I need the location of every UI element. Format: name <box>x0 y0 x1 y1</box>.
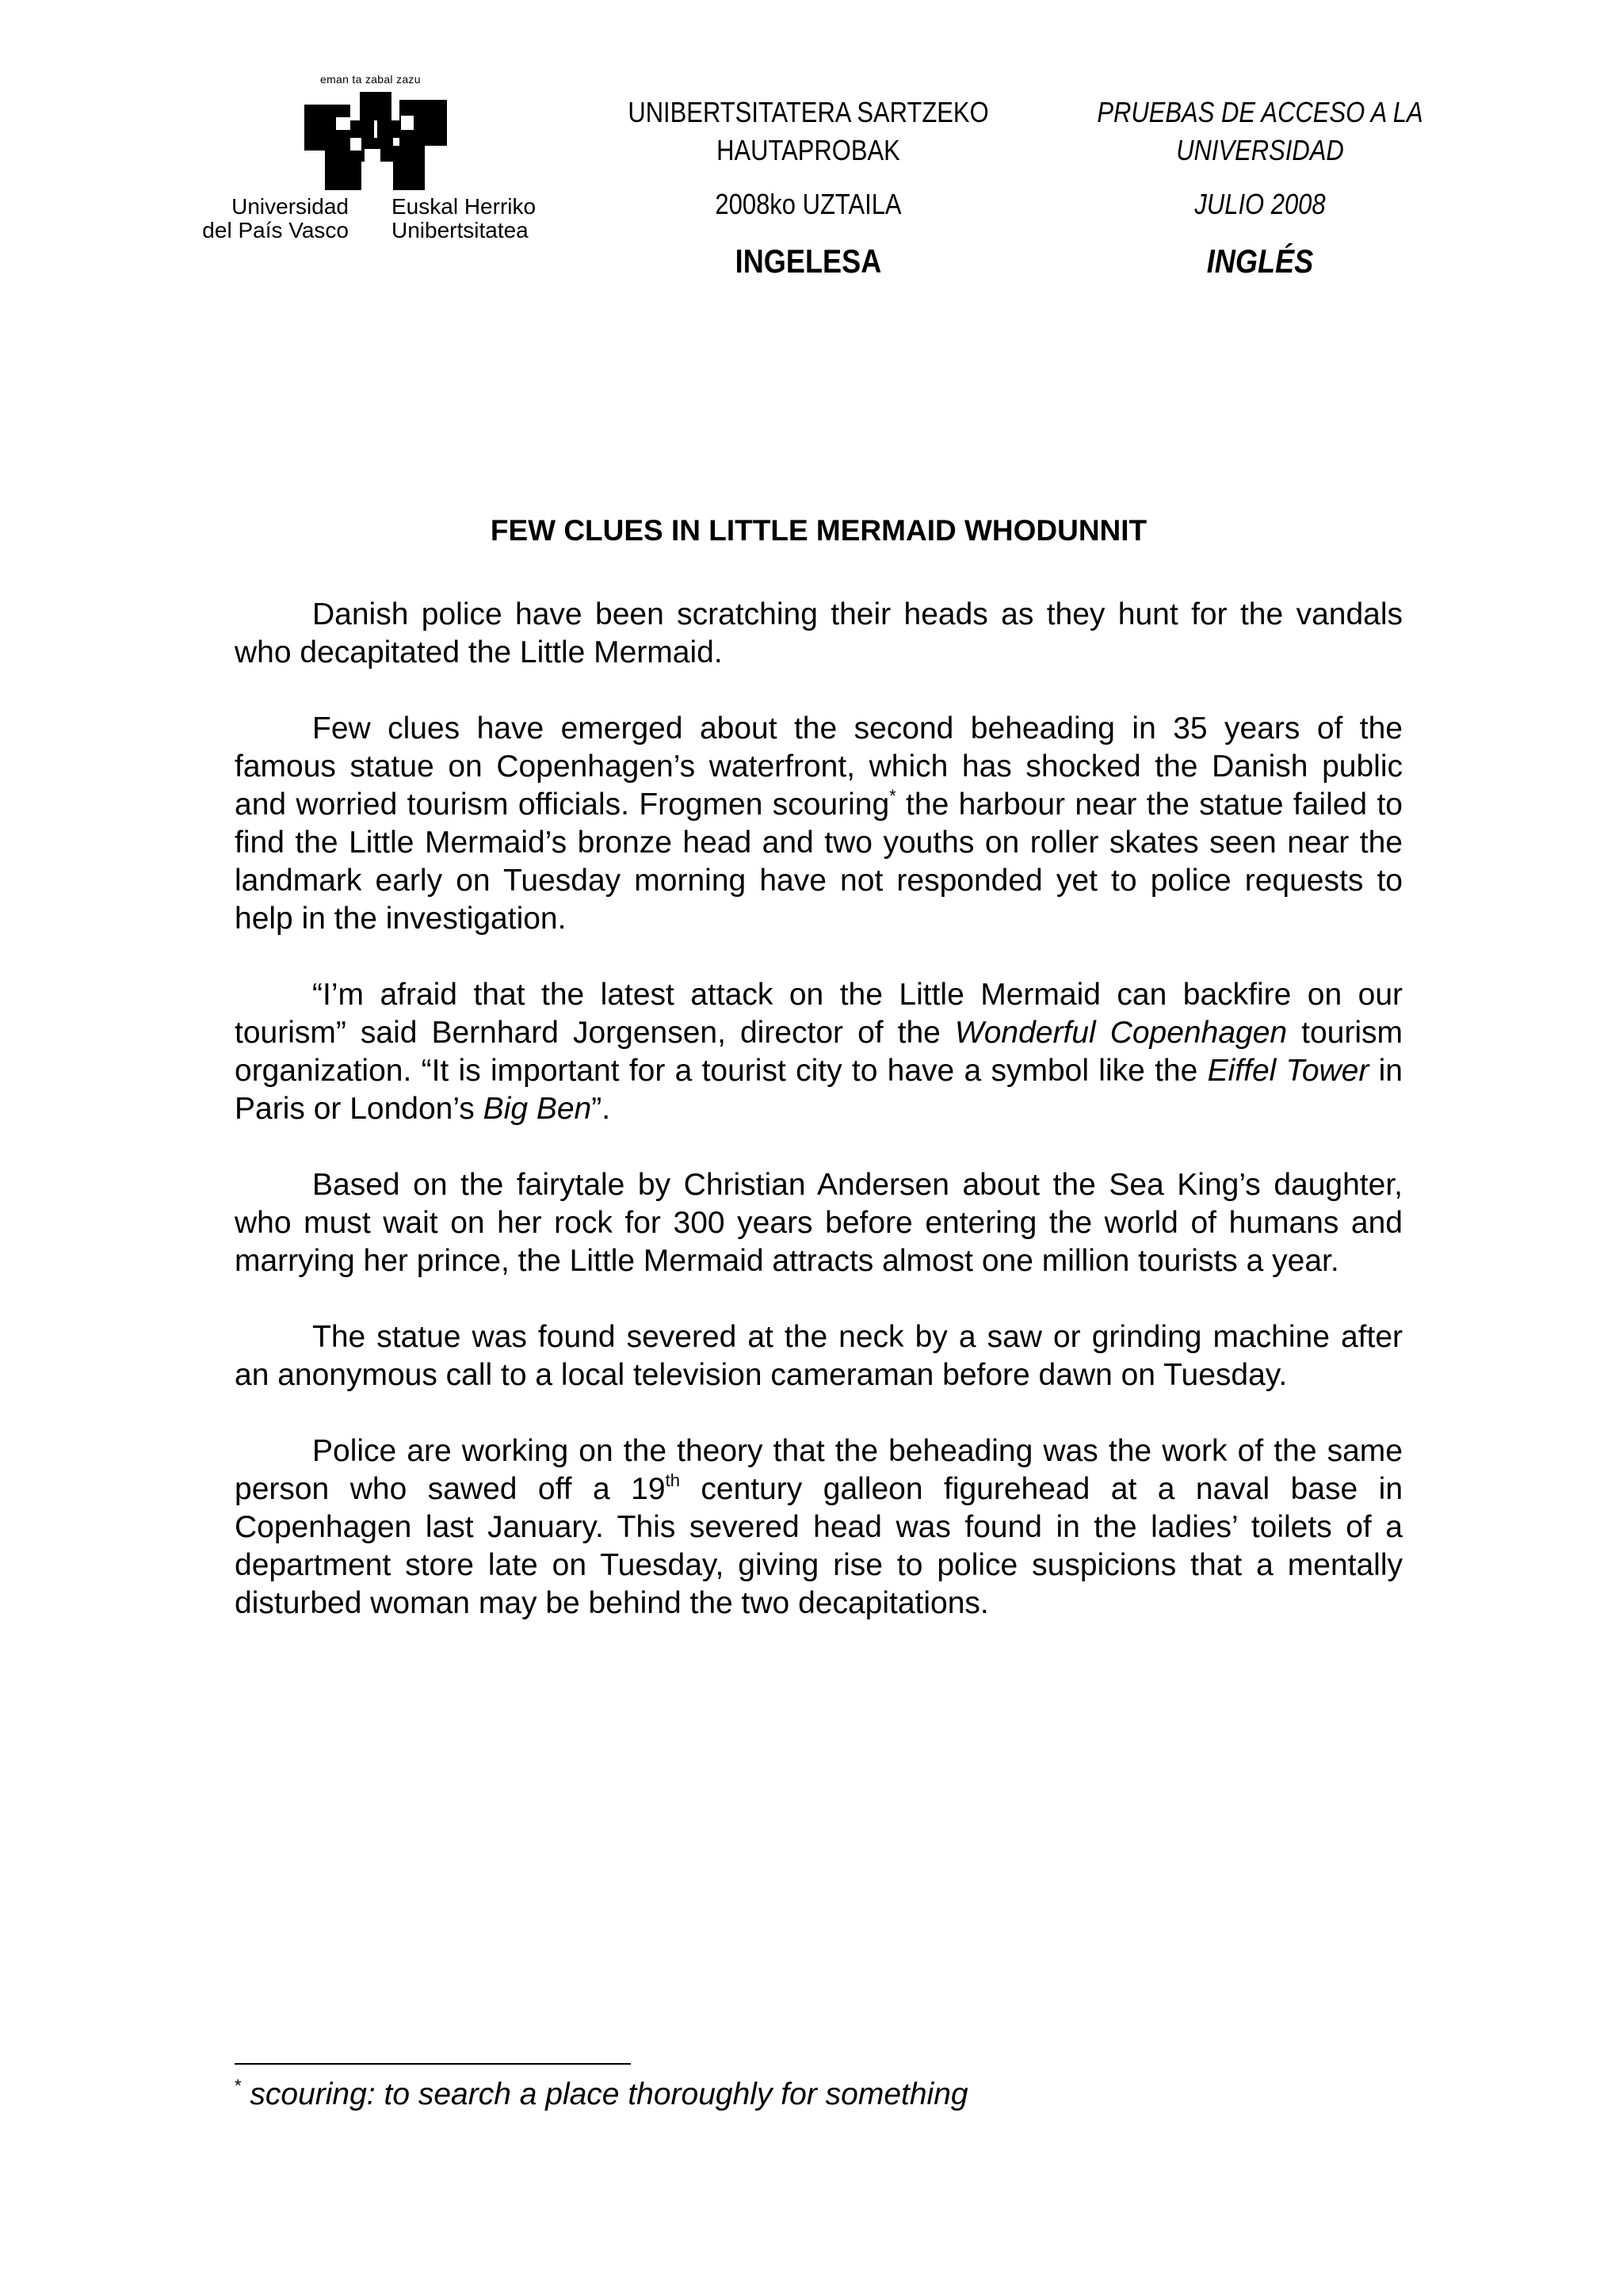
paragraph-3-text-b: tourism organization. “It is important for a tourist city to have a symbol like the <box>235 1016 1403 1088</box>
paragraph-2-text-b: the harbour near the statue failed to find the Little Mermaid’s bronze head and two youths on roller skates seen near the landmark early on Tuesday morning have not responded yet to police requests to help in the investigation. <box>235 788 1403 936</box>
header-spanish <box>1038 93 1482 282</box>
paragraph-6-text-a: Police are working on the theory that the beheading was the work of the same person who sawed off a 19 <box>235 1434 1403 1506</box>
paragraph-3-text-a: “I’m afraid that the latest attack on the Little Mermaid can backfire on our tourism” said Bernhard Jorgensen, director of the <box>235 978 1403 1050</box>
header-eu-date: 2008ko UZTAILA <box>715 188 902 220</box>
paragraph-3-emphasis-1: Wonderful Copenhagen <box>954 1016 1288 1050</box>
paragraph-3-emphasis-3: Big Ben <box>483 1092 592 1126</box>
footnote-reference-mark: * <box>889 786 896 806</box>
university-emblem-icon <box>304 92 447 190</box>
header-basque <box>586 93 1030 282</box>
footnote-text: scouring: to search a place thoroughly for something <box>241 2077 968 2111</box>
article-body <box>235 596 1403 1661</box>
logo-motto: eman ta zabal zazu <box>320 73 421 86</box>
header-eu-subject: INGELESA <box>735 242 882 280</box>
logo-name-basque <box>391 195 536 242</box>
paragraph-3-text-d: ”. <box>591 1092 611 1126</box>
footnote-divider <box>235 2063 631 2065</box>
article-title: FEW CLUES IN LITTLE MERMAID WHODUNNIT <box>490 514 1148 547</box>
paragraph-6 <box>235 1432 1403 1623</box>
paragraph-1-text: Danish police have been scratching their heads as they hunt for the vandals who decapitated the Little Mermaid. <box>235 597 1403 669</box>
header-eu-line2: HAUTAPROBAK <box>716 134 900 166</box>
header-eu-line1: UNIBERTSITATERA SARTZEKO <box>628 96 989 128</box>
logo-name-es-line2: del País Vasco <box>202 218 349 242</box>
ordinal-superscript: th <box>665 1470 680 1490</box>
logo-name-spanish <box>168 195 349 242</box>
logo-name-es-line1: Universidad <box>231 194 349 219</box>
paragraph-3-text-c: in Paris or London’s <box>235 1054 1403 1126</box>
footnote-mark: * <box>235 2076 242 2096</box>
paragraph-4-text: Based on the fairytale by Christian Andersen about the Sea King’s daughter, who must wait on her rock for 300 years before entering the world of humans and marrying her prince, the Little Mermaid attracts almost one million tourists a year. <box>235 1168 1403 1278</box>
paragraph-4 <box>235 1166 1403 1280</box>
paragraph-3 <box>235 976 1403 1128</box>
paragraph-2-text-a: Few clues have emerged about the second beheading in 35 years of the famous statue on Copenhagen’s waterfront, which has shocked the Danish public and worried tourism officials. Frogmen scouring <box>235 711 1403 822</box>
header-es-subject: INGLÉS <box>1206 242 1314 280</box>
university-logo <box>168 73 580 263</box>
header-es-line2: UNIVERSIDAD <box>1176 134 1344 166</box>
header-es-date: JULIO 2008 <box>1194 188 1326 220</box>
paragraph-1 <box>235 596 1403 672</box>
logo-name-eu-line1: Euskal Herriko <box>391 194 537 219</box>
paragraph-5-text: The statue was found severed at the neck by a saw or grinding machine after an anonymous call to a local television cameraman before dawn on Tuesday. <box>235 1320 1403 1392</box>
header-es-line1: PRUEBAS DE ACCESO A LA <box>1097 96 1423 128</box>
paragraph-3-emphasis-2: Eiffel Tower <box>1207 1054 1369 1088</box>
paragraph-5 <box>235 1318 1403 1394</box>
paragraph-6-text-b: century galleon figurehead at a naval base in Copenhagen last January. This severed head was found in the ladies’ toilets of a department store late on Tuesday, giving rise to police suspicions that a mentally disturbed woman may be behind the two decapitations. <box>235 1472 1403 1620</box>
footnote <box>235 2076 968 2114</box>
logo-name-eu-line2: Unibertsitatea <box>391 218 529 242</box>
paragraph-2 <box>235 710 1403 938</box>
